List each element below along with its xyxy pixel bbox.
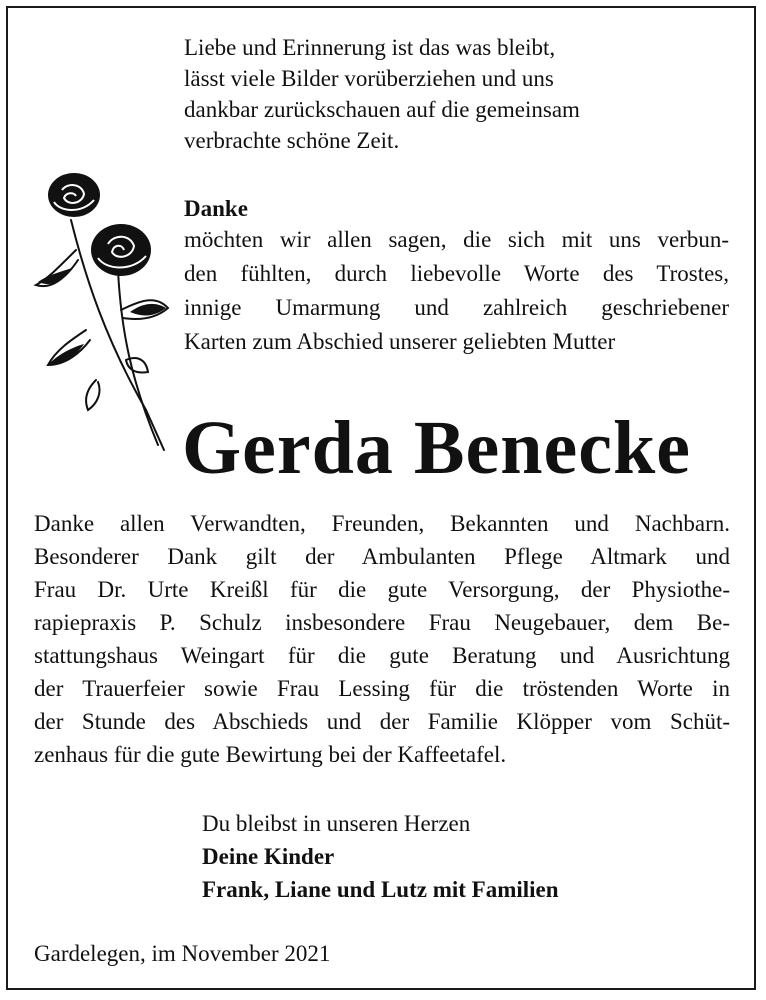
poem-line: lässt viele Bilder vorüberziehen und uns xyxy=(184,66,554,91)
body-line: Danke allen Verwandten, Freunden, Bekannten und Nachbarn. xyxy=(34,511,730,536)
body-line: Frau Dr. Urte Kreißl für die gute Versorgung, der Physiothe- xyxy=(34,577,730,602)
closing-line: Du bleibst in unseren Herzen xyxy=(202,811,471,836)
poem-line: dankbar zurückschauen auf die gemeinsam xyxy=(184,97,580,122)
thanks-line: innige Umarmung und zahlreich geschriebener xyxy=(184,295,729,320)
closing-names: Frank, Liane und Lutz mit Familien xyxy=(202,877,559,902)
thanks-line: den fühlten, durch liebevolle Worte des Trostes, xyxy=(184,261,729,286)
body-line: rapiepraxis P. Schulz insbesondere Frau Neugebauer, dem Be- xyxy=(34,610,730,635)
body-line: stattungshaus Weingart für die gute Beratung und Ausrichtung xyxy=(34,643,730,668)
closing-family: Deine Kinder xyxy=(202,844,335,869)
thanks-heading: Danke xyxy=(184,196,248,221)
poem-line: Liebe und Erinnerung ist das was bleibt, xyxy=(184,35,556,60)
thanks-line: möchten wir allen sagen, die sich mit uns verbun- xyxy=(184,227,729,252)
place-date: Gardelegen, im November 2021 xyxy=(34,941,331,966)
deceased-name: Gerda Benecke xyxy=(182,406,692,490)
poem-line: verbrachte schöne Zeit. xyxy=(184,128,400,153)
body-line: Besonderer Dank gilt der Ambulanten Pflege Altmark und xyxy=(34,544,730,569)
body-line: zenhaus für die gute Bewirtung bei der Kaffeetafel. xyxy=(34,742,507,767)
thanks-line: Karten zum Abschied unserer geliebten Mutter xyxy=(184,329,616,354)
body-line: der Trauerfeier sowie Frau Lessing für die tröstenden Worte in xyxy=(34,676,730,701)
rose-icon xyxy=(26,160,176,460)
body-line: der Stunde des Abschieds und der Familie Klöpper vom Schüt- xyxy=(34,709,730,734)
